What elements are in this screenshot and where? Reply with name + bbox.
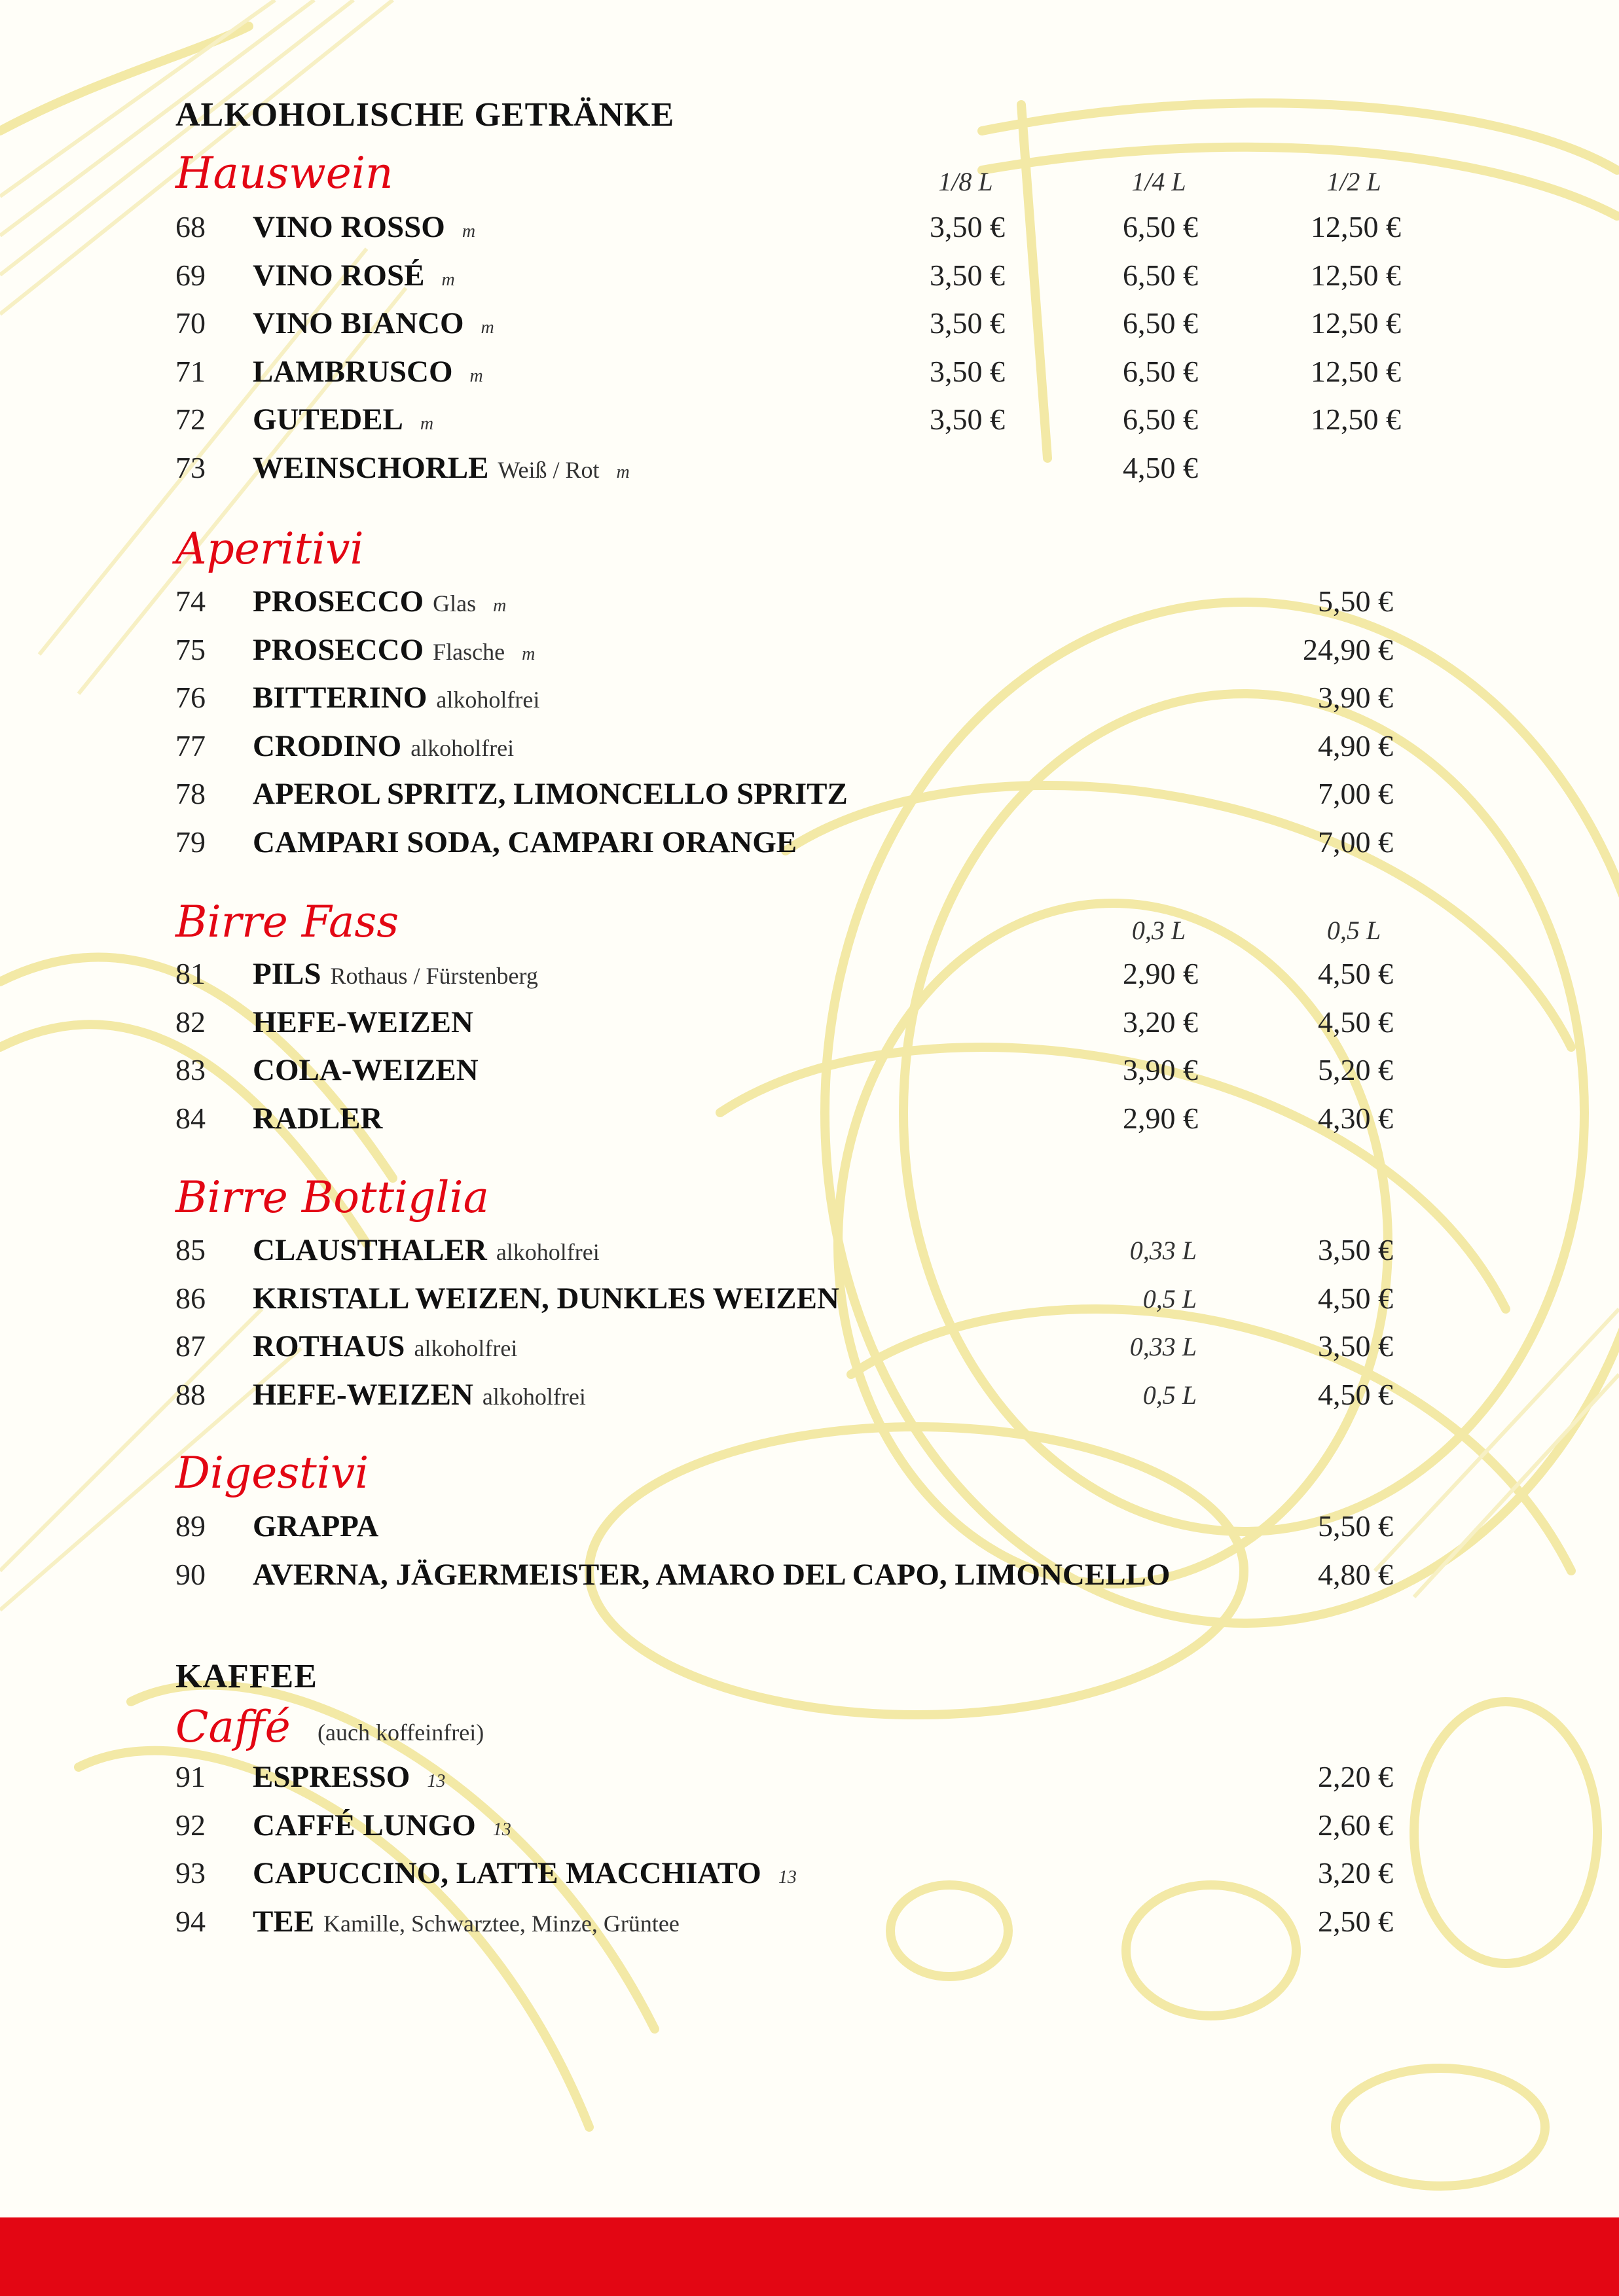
item-name-group [253, 1509, 378, 1544]
item-allergen-mark: m [462, 221, 476, 242]
item-number: 74 [175, 584, 206, 618]
item-name-group [253, 1904, 680, 1939]
price: 3,50 € [1318, 1329, 1393, 1363]
column-header-quarter-liter: 1/4 L [1131, 167, 1186, 196]
price-0-5-liter: 4,30 € [1318, 1101, 1393, 1135]
item-name-group [253, 584, 506, 619]
item-number: 87 [175, 1329, 206, 1363]
heading-alcoholic-drinks: ALKOHOLISCHE GETRÄNKE [175, 96, 675, 134]
item-allergen-mark: m [522, 643, 536, 664]
item-name: BITTERINO [253, 681, 427, 715]
item-number: 76 [175, 681, 206, 715]
item-number: 85 [175, 1233, 206, 1266]
item-name-group [253, 258, 455, 293]
section-title-birre-fass: Birre Fass [175, 897, 399, 947]
item-name: RADLER [253, 1101, 383, 1136]
heading-coffee: KAFFEE [175, 1658, 318, 1695]
menu-item-row [0, 776, 1619, 825]
item-name-group [253, 1052, 479, 1088]
item-name-group [253, 1808, 511, 1843]
price: 4,80 € [1318, 1557, 1393, 1591]
price-eighth-liter: 3,50 € [930, 403, 1005, 437]
section-title-birre-bottiglia: Birre Bottiglia [175, 1172, 489, 1223]
menu-item-row [0, 1232, 1619, 1281]
item-number: 82 [175, 1005, 206, 1039]
price: 2,50 € [1318, 1904, 1393, 1938]
menu-item-row [0, 209, 1619, 258]
section-title-hauswein: Hauswein [175, 148, 393, 198]
price: 4,50 € [1318, 1377, 1393, 1411]
price-0-5-liter: 4,50 € [1318, 957, 1393, 990]
item-allergen-mark: m [441, 269, 455, 290]
item-name: GRAPPA [253, 1509, 379, 1543]
bottle-volume: 0,5 L [1142, 1283, 1197, 1314]
item-name: PROSECCO [253, 584, 424, 619]
item-name: WEINSCHORLE [253, 451, 489, 485]
item-name: COLA-WEIZEN [253, 1053, 479, 1088]
item-note: alkoholfrei [414, 1335, 518, 1362]
menu-item-row [0, 306, 1619, 354]
menu-item-row [0, 1808, 1619, 1856]
item-name: LAMBRUSCO [253, 354, 453, 389]
menu-item-row [0, 1759, 1619, 1808]
section-title-digestivi: Digestivi [175, 1448, 369, 1498]
price-0-3-liter: 2,90 € [1123, 1101, 1198, 1135]
menu-item-row [0, 450, 1619, 499]
item-allergen-mark: 13 [427, 1771, 446, 1791]
menu-item-row [0, 1052, 1619, 1101]
price: 7,00 € [1318, 825, 1393, 859]
item-number: 94 [175, 1904, 206, 1938]
item-number: 69 [175, 258, 206, 292]
item-name: ESPRESSO [253, 1760, 410, 1794]
menu-item-row [0, 1101, 1619, 1149]
item-note: alkoholfrei [496, 1239, 600, 1265]
item-name: CAPUCCINO, LATTE MACCHIATO [253, 1856, 761, 1891]
item-name: AVERNA, JÄGERMEISTER, AMARO DEL CAPO, LIMONCELLO [253, 1557, 1171, 1592]
item-note: alkoholfrei [482, 1383, 586, 1410]
item-name-group [253, 450, 630, 486]
item-name: VINO ROSSO [253, 210, 445, 244]
section-title-caffe: Caffé [175, 1702, 291, 1752]
item-number: 75 [175, 632, 206, 666]
item-note: alkoholfrei [410, 734, 515, 761]
item-name-group [253, 956, 538, 992]
item-note: Rothaus / Fürstenberg [330, 963, 538, 989]
item-name: APEROL SPRITZ, LIMONCELLO SPRITZ [253, 777, 848, 812]
menu-item-row [0, 1329, 1619, 1377]
price: 3,20 € [1318, 1856, 1393, 1890]
item-note: Glas [433, 590, 477, 617]
item-name-group [253, 209, 475, 245]
item-name: PILS [253, 957, 321, 991]
price-eighth-liter: 3,50 € [930, 306, 1005, 340]
item-allergen-mark: m [481, 317, 494, 338]
item-allergen-mark: m [616, 462, 630, 482]
menu-item-row [0, 1904, 1619, 1952]
item-note: Kamille, Schwarztee, Minze, Grüntee [323, 1910, 680, 1937]
item-name: HEFE-WEIZEN [253, 1377, 473, 1412]
price-eighth-liter: 3,50 € [930, 258, 1005, 292]
item-name-group [253, 728, 514, 764]
item-number: 88 [175, 1377, 206, 1411]
item-allergen-mark: 13 [492, 1819, 511, 1840]
item-name-group [253, 680, 539, 715]
item-name-group [253, 776, 848, 812]
column-header-0-5-liter: 0,5 L [1326, 916, 1381, 945]
item-name-group [253, 1759, 445, 1795]
bottle-volume: 0,5 L [1142, 1380, 1197, 1410]
item-allergen-mark: m [420, 414, 434, 435]
item-number: 91 [175, 1760, 206, 1793]
price-half-liter: 12,50 € [1311, 403, 1401, 437]
menu-item-row [0, 956, 1619, 1005]
price-0-5-liter: 4,50 € [1318, 1005, 1393, 1039]
item-name: VINO BIANCO [253, 306, 464, 341]
item-name-group [253, 825, 797, 860]
item-number: 84 [175, 1101, 206, 1135]
item-number: 78 [175, 777, 206, 811]
column-header-0-3-liter: 0,3 L [1131, 916, 1186, 945]
item-name-group [253, 354, 483, 389]
menu-item-row [0, 1557, 1619, 1605]
section-title-aperitivi: Aperitivi [175, 524, 364, 574]
price-quarter-liter: 6,50 € [1123, 403, 1198, 437]
item-number: 68 [175, 210, 206, 243]
item-allergen-mark: 13 [778, 1867, 797, 1888]
column-header-half-liter: 1/2 L [1326, 167, 1381, 196]
item-name: CRODINO [253, 728, 402, 763]
item-name-group [253, 306, 494, 341]
item-name: CLAUSTHALER [253, 1233, 487, 1267]
item-name-group [253, 1005, 473, 1040]
bottle-volume: 0,33 L [1129, 1332, 1197, 1362]
footer-red-bar [0, 2217, 1619, 2296]
price-0-3-liter: 2,90 € [1123, 957, 1198, 990]
item-name: CAFFÉ LUNGO [253, 1808, 476, 1842]
price: 5,50 € [1318, 1509, 1393, 1543]
item-number: 70 [175, 306, 206, 340]
item-number: 73 [175, 451, 206, 484]
menu-item-row [0, 1509, 1619, 1557]
item-name-group [253, 1557, 1170, 1592]
item-number: 83 [175, 1053, 206, 1087]
item-name: ROTHAUS [253, 1329, 405, 1364]
item-allergen-mark: m [493, 596, 507, 616]
price: 2,60 € [1318, 1808, 1393, 1842]
price-half-liter: 12,50 € [1311, 306, 1401, 340]
item-number: 77 [175, 728, 206, 762]
item-number: 86 [175, 1281, 206, 1315]
item-allergen-mark: m [469, 365, 483, 386]
item-name: CAMPARI SODA, CAMPARI ORANGE [253, 825, 797, 859]
menu-item-row [0, 584, 1619, 632]
price: 4,90 € [1318, 728, 1393, 762]
price-half-liter: 12,50 € [1311, 210, 1401, 243]
price: 3,50 € [1318, 1233, 1393, 1266]
item-number: 90 [175, 1557, 206, 1591]
item-number: 81 [175, 957, 206, 990]
price: 24,90 € [1303, 632, 1393, 666]
item-name-group [253, 1377, 586, 1412]
price-eighth-liter: 3,50 € [930, 210, 1005, 243]
item-name-group [253, 1232, 600, 1268]
price: 3,90 € [1318, 681, 1393, 715]
price-eighth-liter: 3,50 € [930, 354, 1005, 388]
item-name-group [253, 1329, 517, 1364]
item-name-group [253, 1281, 839, 1316]
item-number: 92 [175, 1808, 206, 1842]
menu-item-row [0, 258, 1619, 306]
price-half-liter: 12,50 € [1311, 258, 1401, 292]
item-note: Weiß / Rot [498, 457, 600, 483]
item-name: HEFE-WEIZEN [253, 1005, 473, 1039]
item-name: TEE [253, 1904, 315, 1939]
price-0-3-liter: 3,20 € [1123, 1005, 1198, 1039]
price-quarter-liter: 6,50 € [1123, 210, 1198, 243]
menu-item-row [0, 680, 1619, 728]
item-name-group [253, 1856, 797, 1891]
menu-item-row [0, 1281, 1619, 1329]
item-note: Flasche [433, 638, 505, 665]
price: 5,50 € [1318, 584, 1393, 618]
item-number: 79 [175, 825, 206, 859]
item-name-group [253, 1101, 382, 1136]
menu-item-row [0, 728, 1619, 777]
menu-item-row [0, 402, 1619, 450]
menu-item-row [0, 825, 1619, 873]
price-0-3-liter: 3,90 € [1123, 1053, 1198, 1087]
price-quarter-liter: 6,50 € [1123, 258, 1198, 292]
price: 7,00 € [1318, 777, 1393, 811]
item-name: KRISTALL WEIZEN, DUNKLES WEIZEN [253, 1281, 839, 1316]
price-0-5-liter: 5,20 € [1318, 1053, 1393, 1087]
item-number: 89 [175, 1509, 206, 1543]
price-quarter-liter: 6,50 € [1123, 306, 1198, 340]
item-name-group [253, 632, 535, 668]
item-name-group [253, 402, 433, 437]
price-quarter-liter: 6,50 € [1123, 354, 1198, 388]
item-number: 93 [175, 1856, 206, 1890]
menu-item-row [0, 1856, 1619, 1904]
item-name: VINO ROSÉ [253, 258, 425, 293]
price: 4,50 € [1318, 1281, 1393, 1315]
caffe-subtitle: (auch koffeinfrei) [318, 1719, 484, 1746]
item-number: 71 [175, 354, 206, 388]
item-note: alkoholfrei [436, 687, 540, 713]
item-number: 72 [175, 403, 206, 437]
menu-item-row [0, 1005, 1619, 1053]
price-half-liter: 12,50 € [1311, 354, 1401, 388]
column-header-eighth-liter: 1/8 L [938, 167, 993, 196]
bottle-volume: 0,33 L [1129, 1236, 1197, 1265]
menu-item-row [0, 1377, 1619, 1426]
price-quarter-liter: 4,50 € [1123, 451, 1198, 484]
item-name: PROSECCO [253, 632, 424, 667]
menu-item-row [0, 354, 1619, 403]
menu-item-row [0, 632, 1619, 681]
item-name: GUTEDEL [253, 403, 403, 437]
price: 2,20 € [1318, 1760, 1393, 1793]
